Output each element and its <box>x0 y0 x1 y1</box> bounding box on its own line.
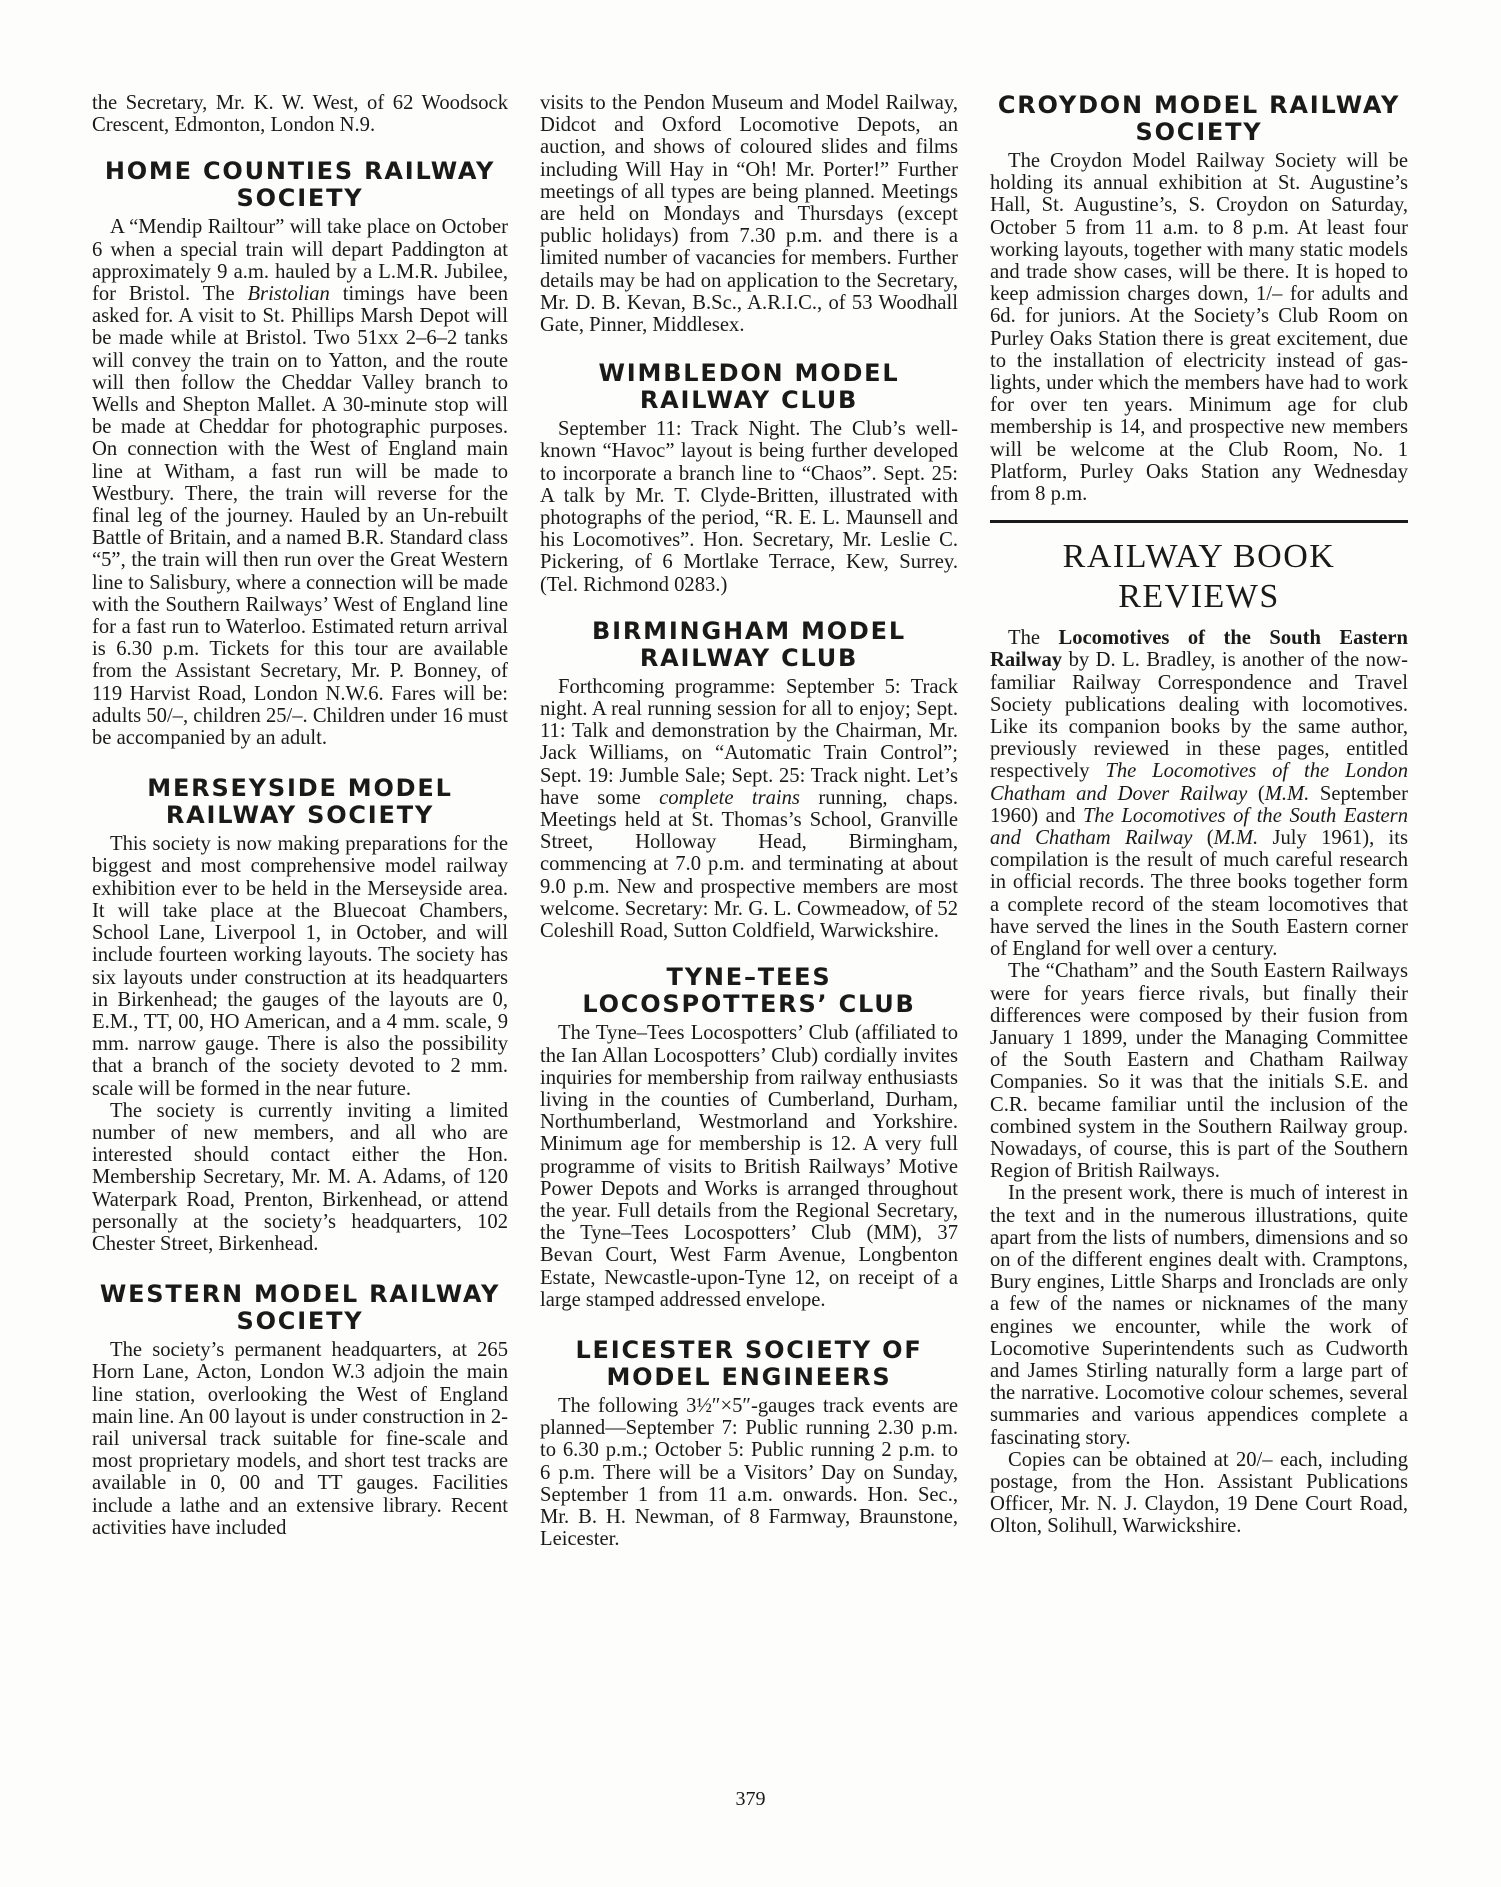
section-heading: TYNE–TEES LOCOSPOTTERS’ CLUB <box>582 963 916 1019</box>
section-paragraph: The “Chatham” and the South Eastern Railways were for years fierce rivals, but finally their differences were composed by their fusion from January 1 1899, under the Managing Committee of the South Eastern and Chatham Railway Companies. So it was that the initials S.E. and C.R. became familiar until the inclusion of the combined system in the Southern Railway group. Nowadays, of course, this is part of the Southern Region of British Railways. <box>990 960 1408 1183</box>
continued-text: visits to the Pendon Museum and Model Railway, Didcot and Oxford Locomotive Depots, an auction, and shows of coloured slides and films including Will Hay in “Oh! Mr. Porter!” Further meetings of all types are being planned. Meetings are held on Mondays and Thursdays (except public holidays) from 7.30 p.m. and there is a limited number of vacancies for members. Further details may be had on application to the Secretary, Mr. D. B. Kevan, B.Sc., A.R.I.C., of 53 Woodhall Gate, Pinner, Middlesex. <box>540 92 958 337</box>
section-paragraph: A “Mendip Railtour” will take place on October 6 when a special train will depart Paddington at approximately 9 a.m. hauled by a L.M.R. Jubilee, for Bristol. The Bristolian timings have been asked for. A visit to St. Phillips Marsh Depot will be made while at Bristol. Two 51xx 2–6–2 tanks will convey the train on to Yatton, and the route will then follow the Cheddar Valley branch to Wells and Shepton Mallet. A 30-minute stop will be made at Cheddar for photographic purposes. On connection with the West of England main line at Witham, a fast run will be made to Westbury. There, the train will reverse for the final leg of the journey. Hauled by an Un-rebuilt Battle of Britain, and a named B.R. Standard class “5”, the train will then run over the Great Western line to Salisbury, where a connection will be made with the Southern Railways’ West of England line for a fast run to Waterloo. Estimated return arrival is 6.30 p.m. Tickets for this tour are available from the Assistant Secretary, Mr. P. Bonney, of 119 Harvist Road, London N.W.6. Fares will be: adults 50/–, children 25/–. Children under 16 must be accompanied by an adult. <box>92 216 508 750</box>
section-birmingham <box>540 618 958 942</box>
section-heading: BIRMINGHAM MODEL RAILWAY CLUB <box>592 616 906 672</box>
section-paragraph: Forthcoming programme: September 5: Track night. A real running session for all to enjoy; Sept. 11: Talk and demonstration by the Chairman, Mr. Jack Williams, on “Automatic Train Control”; Sept. 19: Jumble Sale; Sept. 25: Track night. Let’s have some complete trains running, chaps. Meetings held at St. Thomas’s School, Granville Street, Holloway Head, Birmingham, commencing at 7.0 p.m. and terminating at about 9.0 p.m. New and prospective members are most welcome. Secretary: Mr. G. L. Cowmeadow, of 52 Coleshill Road, Sutton Coldfield, Warwickshire. <box>540 675 958 943</box>
column-left <box>92 92 508 1539</box>
section-tyne-tees <box>540 964 958 1311</box>
section-paragraph: In the present work, there is much of interest in the text and in the numerous illustrations, quite apart from the lists of numbers, dimensions and so on of the different engines dealt with. Cramptons, Bury engines, Little Sharps and Ironclads are only a few of the names or nicknames of the many engines we encounter, while the work of Locomotive Superintendents such as Cudworth and James Stirling naturally form a large part of the narrative. Locomotive colour schemes, several summaries and various appendices complete a fascinating story. <box>990 1182 1408 1449</box>
page-number: 379 <box>735 1788 766 1810</box>
section-home-counties <box>92 158 508 749</box>
continued-text: the Secretary, Mr. K. W. West, of 62 Woodsock Crescent, Edmonton, London N.9. <box>92 92 508 137</box>
section-leicester <box>540 1337 958 1550</box>
section-heading: LEICESTER SOCIETY OF MODEL ENGINEERS <box>575 1335 923 1391</box>
reviews-heading: RAILWAY BOOK REVIEWS <box>1062 538 1336 616</box>
section-paragraph: The Tyne–Tees Locospotters’ Club (affiliated to the Ian Allan Locospotters’ Club) cordially invites inquiries for membership from railway enthusiasts living in the counties of Cumberland, Durham, Northumberland, Westmorland and Yorkshire. Minimum age for membership is 12. A very full programme of visits to British Railways’ Motive Power Depots and Works is arranged throughout the year. Full details from the Regional Secretary, the Tyne–Tees Locospotters’ Club (MM), 37 Bevan Court, West Farm Avenue, Longbenton Estate, Newcastle-upon-Tyne 12, on receipt of a large stamped addressed envelope. <box>540 1022 958 1311</box>
section-paragraph: September 11: Track Night. The Club’s well-known “Havoc” layout is being further developed to incorporate a branch line to “Chaos”. Sept. 25: A talk by Mr. T. Clyde-Britten, illustrated with photographs of the period, “R. E. L. Maunsell and his Locomotives”. Hon. Secretary, Mr. Leslie C. Pickering, of 6 Mortlake Terrace, Kew, Surrey. (Tel. Richmond 0283.) <box>540 418 958 596</box>
section-western <box>92 1281 508 1539</box>
section-heading: MERSEYSIDE MODEL RAILWAY SOCIETY <box>147 774 453 830</box>
divider-rule <box>990 520 1408 523</box>
section-heading: HOME COUNTIES RAILWAY SOCIETY <box>104 157 496 213</box>
section-merseyside <box>92 775 508 1255</box>
section-heading: CROYDON MODEL RAILWAY SOCIETY <box>997 91 1401 146</box>
section-paragraph: The society is currently inviting a limited number of new members, and all who are interested should contact either the Hon. Membership Secretary, Mr. M. A. Adams, of 120 Waterpark Road, Prenton, Birkenhead, or attend personally at the society’s headquarters, 102 Chester Street, Birkenhead. <box>92 1099 508 1255</box>
section-heading: WESTERN MODEL RAILWAY SOCIETY <box>99 1280 501 1336</box>
section-paragraph: The Locomotives of the South Eastern Railway by D. L. Bradley, is another of the now-familiar Railway Correspondence and Travel Society publications dealing with locomotives. Like its companion books by the same author, previously reviewed in these pages, entitled respectively The Locomotives of the London Chatham and Dover Railway (M.M. September 1960) and The Locomotives of the South Eastern and Chatham Railway (M.M. July 1961), its compilation is the result of much careful research in official records. The three books together form a complete record of the steam locomotives that have served the lines in the South Eastern corner of England for well over a century. <box>990 627 1408 961</box>
column-right <box>990 92 1408 1538</box>
section-wimbledon <box>540 360 958 596</box>
section-paragraph: Copies can be obtained at 20/– each, including postage, from the Hon. Assistant Publications Officer, Mr. N. J. Claydon, 19 Dene Court Road, Olton, Solihull, Warwickshire. <box>990 1448 1408 1538</box>
section-paragraph: The society’s permanent headquarters, at 265 Horn Lane, Acton, London W.3 adjoin the main line station, overlooking the West of England main line. An 00 layout is under construction in 2-rail universal track suitable for fine-scale and most proprietary models, and short test tracks are available in 0, 00 and TT gauges. Facilities include a lathe and an extensive library. Recent activities have included <box>92 1339 508 1539</box>
section-croydon <box>990 92 1408 505</box>
section-paragraph: The Croydon Model Railway Society will be holding its annual exhibition at St. Augustine’s Hall, St. Augustine’s, S. Croydon on Saturday, October 5 from 11 a.m. to 8 p.m. At least four working layouts, together with many static models and trade show cases, will be there. It is hoped to keep admission charges down, 1/– for adults and 6d. for juniors. At the Society’s Club Room on Purley Oaks Station there is great excitement, due to the installation of electricity instead of gas-lights, under which the members have had to work for over ten years. Minimum age for club membership is 14, and prospective new members will be welcome at the Club Room, No. 1 Platform, Purley Oaks Station any Wednesday from 8 p.m. <box>990 150 1408 506</box>
column-middle <box>540 92 958 1550</box>
section-paragraph: This society is now making preparations for the biggest and most comprehensive model railway exhibition ever to be held in the Merseyside area. It will take place at the Bluecoat Chambers, School Lane, Liverpool 1, in October, and will include fourteen working layouts. The society has six layouts under construction at its headquarters in Birkenhead; the gauges of the layouts are 0, E.M., TT, 00, HO American, and a 4 mm. scale, 9 mm. narrow gauge. There is also the possibility that a branch of the society devoted to 2 mm. scale will be formed in the near future. <box>92 833 508 1100</box>
section-heading: WIMBLEDON MODEL RAILWAY CLUB <box>598 359 900 415</box>
section-book-reviews <box>990 537 1408 1537</box>
section-paragraph: The following 3½″×5″-gauges track events are planned—September 7: Public running 2.30 p.m. to 6.30 p.m.; October 5: Public running 2 p.m. to 6 p.m. There will be a Visitors’ Day on Sunday, September 1 from 11 a.m. onwards. Hon. Sec., Mr. B. H. Newman, of 8 Farmway, Braunstone, Leicester. <box>540 1394 958 1551</box>
